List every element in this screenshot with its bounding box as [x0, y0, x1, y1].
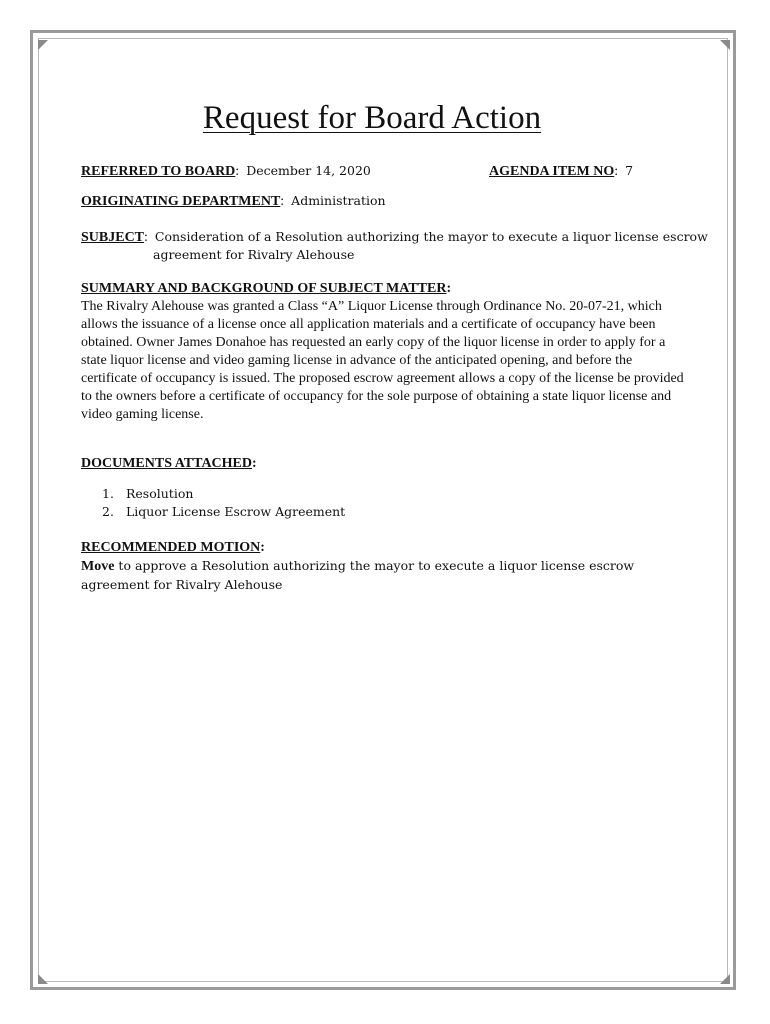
motion-text: to approve a Resolution authorizing the mayor to execute a liquor license escrow agreement for Rivalry Alehouse [81, 558, 635, 592]
page-title: Request for Board Action [202, 100, 542, 136]
list-item-text: Resolution [126, 486, 194, 501]
agenda-label: AGENDA ITEM NO [489, 164, 615, 179]
summary-body: The Rivalry Alehouse was granted a Class “A” Liquor License through Ordinance No. 20-07-21, which allows the issuance of a license once all application materials and a certificate of occupancy have been obtained. Owner James Donahoe has requested an early copy of the liquor license in order to apply for a state liquor license and video gaming license in advance of the anticipated opening, and before the certificate of occupancy is issued. The proposed escrow agreement allows a copy of the license be provided to the owners before a certificate of occupancy for the sole purpose of obtaining a state liquor license and video gaming license. [81, 299, 684, 422]
corner-ornament-top-left [38, 40, 48, 50]
agenda-row: AGENDA ITEM NO: 7 [489, 163, 634, 179]
subject-line-1: Consideration of a Resolution authorizing the mayor to execute a liquor license escrow [154, 229, 708, 244]
department-label: ORIGINATING DEPARTMENT [81, 194, 281, 209]
motion-heading-row: RECOMMENDED MOTION: [81, 540, 265, 555]
agenda-value: 7 [625, 163, 634, 178]
department-value: Administration [291, 193, 386, 208]
list-item [102, 504, 345, 522]
summary-heading-row: SUMMARY AND BACKGROUND OF SUBJECT MATTER: [81, 281, 452, 296]
motion-body [81, 557, 701, 594]
referred-label: REFERRED TO BOARD [81, 164, 236, 179]
corner-ornament-top-right [720, 40, 730, 50]
referred-value: December 14, 2020 [246, 163, 371, 178]
summary-heading: SUMMARY AND BACKGROUND OF SUBJECT MATTER [81, 281, 447, 296]
list-item-text: Liquor License Escrow Agreement [126, 504, 346, 519]
corner-ornament-bottom-left [38, 974, 48, 984]
motion-lead: Move [81, 559, 115, 574]
subject-line-2: agreement for Rivalry Alehouse [153, 247, 355, 262]
documents-list [102, 486, 345, 522]
subject-label: SUBJECT [81, 230, 145, 245]
referred-row: REFERRED TO BOARD: December 14, 2020 [81, 163, 371, 179]
documents-heading: DOCUMENTS ATTACHED [81, 456, 253, 471]
corner-ornament-bottom-right [720, 974, 730, 984]
list-item-number: 1. [102, 486, 114, 501]
list-item-number: 2. [102, 504, 114, 519]
list-item [102, 486, 345, 504]
documents-heading-row: DOCUMENTS ATTACHED: [81, 456, 257, 471]
subject-row: SUBJECT: Consideration of a Resolution authorizing the mayor to execute a liquor license escrow [81, 229, 708, 245]
department-row: ORIGINATING DEPARTMENT: Administration [81, 193, 386, 209]
motion-heading: RECOMMENDED MOTION [81, 540, 261, 555]
